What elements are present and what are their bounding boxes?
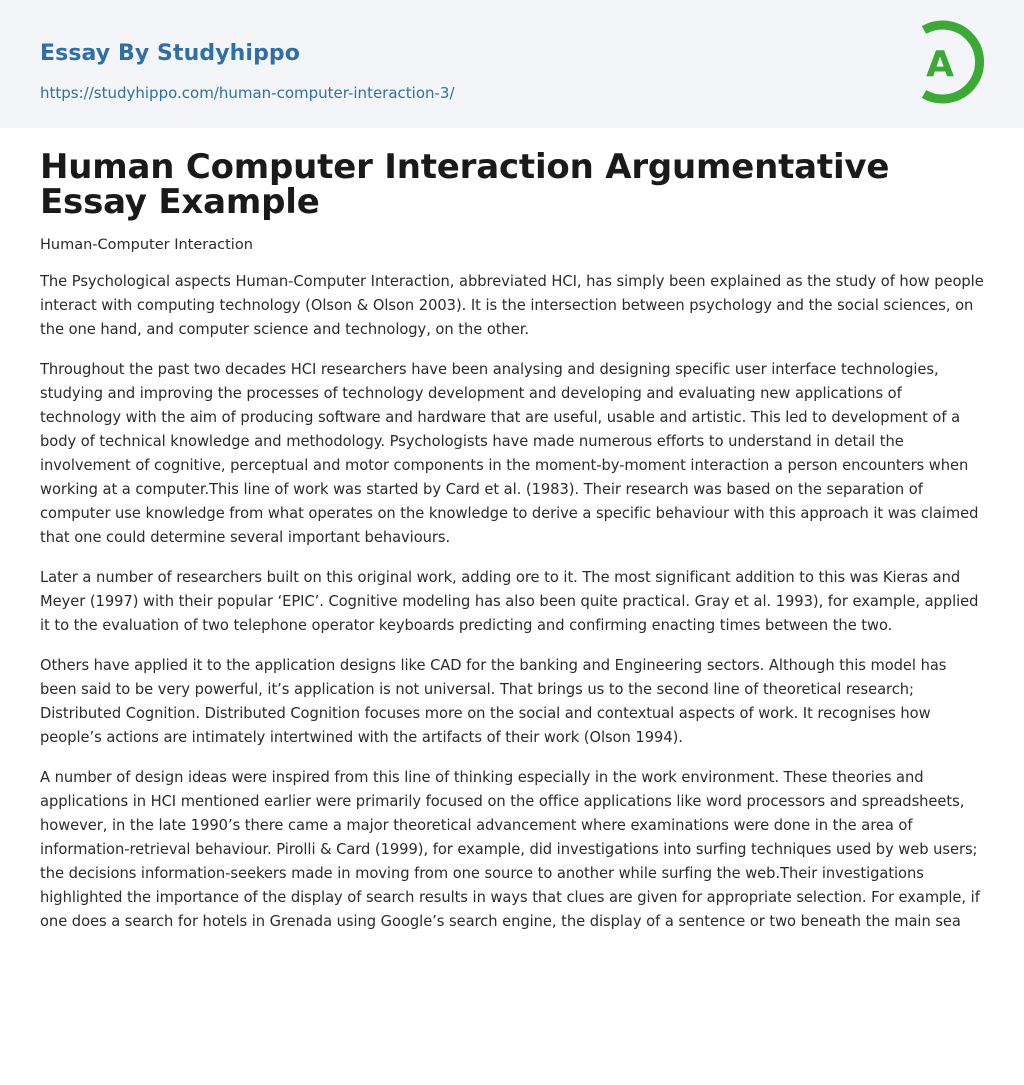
essay-url-link[interactable]: https://studyhippo.com/human-computer-interaction-3/	[40, 84, 455, 102]
article	[40, 147, 984, 950]
page-title: Human Computer Interaction Argumentative Essay Example	[40, 147, 890, 222]
paragraph-1: The Psychological aspects Human-Computer Interaction, abbreviated HCI, has simply been explained as the study of how people interact with computing technology (Olson & Olson 2003). It is the intersection between psychology and the social sciences, on the one hand, and computer science and technology, on the other.	[40, 273, 984, 338]
paragraph-2: Throughout the past two decades HCI researchers have been analysing and designing specific user interface technologies, studying and improving the processes of technology development and developing and evaluating new applications of technology with the aim of producing software and hardware that are useful, usable and artistic. This led to development of a body of technical knowledge and methodology. Psychologists have made numerous efforts to understand in detail the involvement of cognitive, perceptual and motor components in the moment-by-moment interaction a person encounters when working at a computer.This line of work was started by Card et al. (1983). Their research was based on the separation of computer use knowledge from what operates on the knowledge to derive a specific behaviour with this approach it was claimed that one could determine several important behaviours.	[40, 361, 979, 546]
paragraph-4: Others have applied it to the application designs like CAD for the banking and Engineering sectors. Although this model has been said to be very powerful, it’s application is not universal. That brings us to the second line of theoretical research; Distributed Cognition. Distributed Cognition focuses more on the social and contextual aspects of work. It recognises how people’s actions are intimately intertwined with the artifacts of their work (Olson 1994).	[40, 657, 947, 746]
paragraph-5: A number of design ideas were inspired from this line of thinking especially in the work environment. These theories and applications in HCI mentioned earlier were primarily focused on the office applications like word processors and spreadsheets, however, in the late 1990’s there came a major theoretical advancement where examinations were done in the area of information-retrieval behaviour. Pirolli & Card (1999), for example, did investigations into surfing techniques used by web users; the decisions information-seekers made in moving from one source to another while surfing the web.Their investigations highlighted the importance of the display of search results in ways that clues are given for appropriate selection. For example, if one does a search for hotels in Grenada using Google’s search engine, the display of a sentence or two beneath the main sea	[40, 769, 980, 930]
studyhippo-logo-icon[interactable]	[910, 18, 988, 106]
paragraph-3: Later a number of researchers built on this original work, adding ore to it. The most significant addition to this was Kieras and Meyer (1997) with their popular ‘EPIC’. Cognitive modeling has also been quite practical. Gray et al. 1993), for example, applied it to the evaluation of two telephone operator keyboards predicting and confirming enacting times between the two.	[40, 569, 979, 634]
site-brand[interactable]: Essay By Studyhippo	[40, 41, 300, 66]
site-header	[0, 0, 1024, 128]
essay-category: Human-Computer Interaction	[40, 237, 253, 253]
logo-letter: A	[926, 44, 954, 85]
essay-body	[40, 270, 984, 934]
